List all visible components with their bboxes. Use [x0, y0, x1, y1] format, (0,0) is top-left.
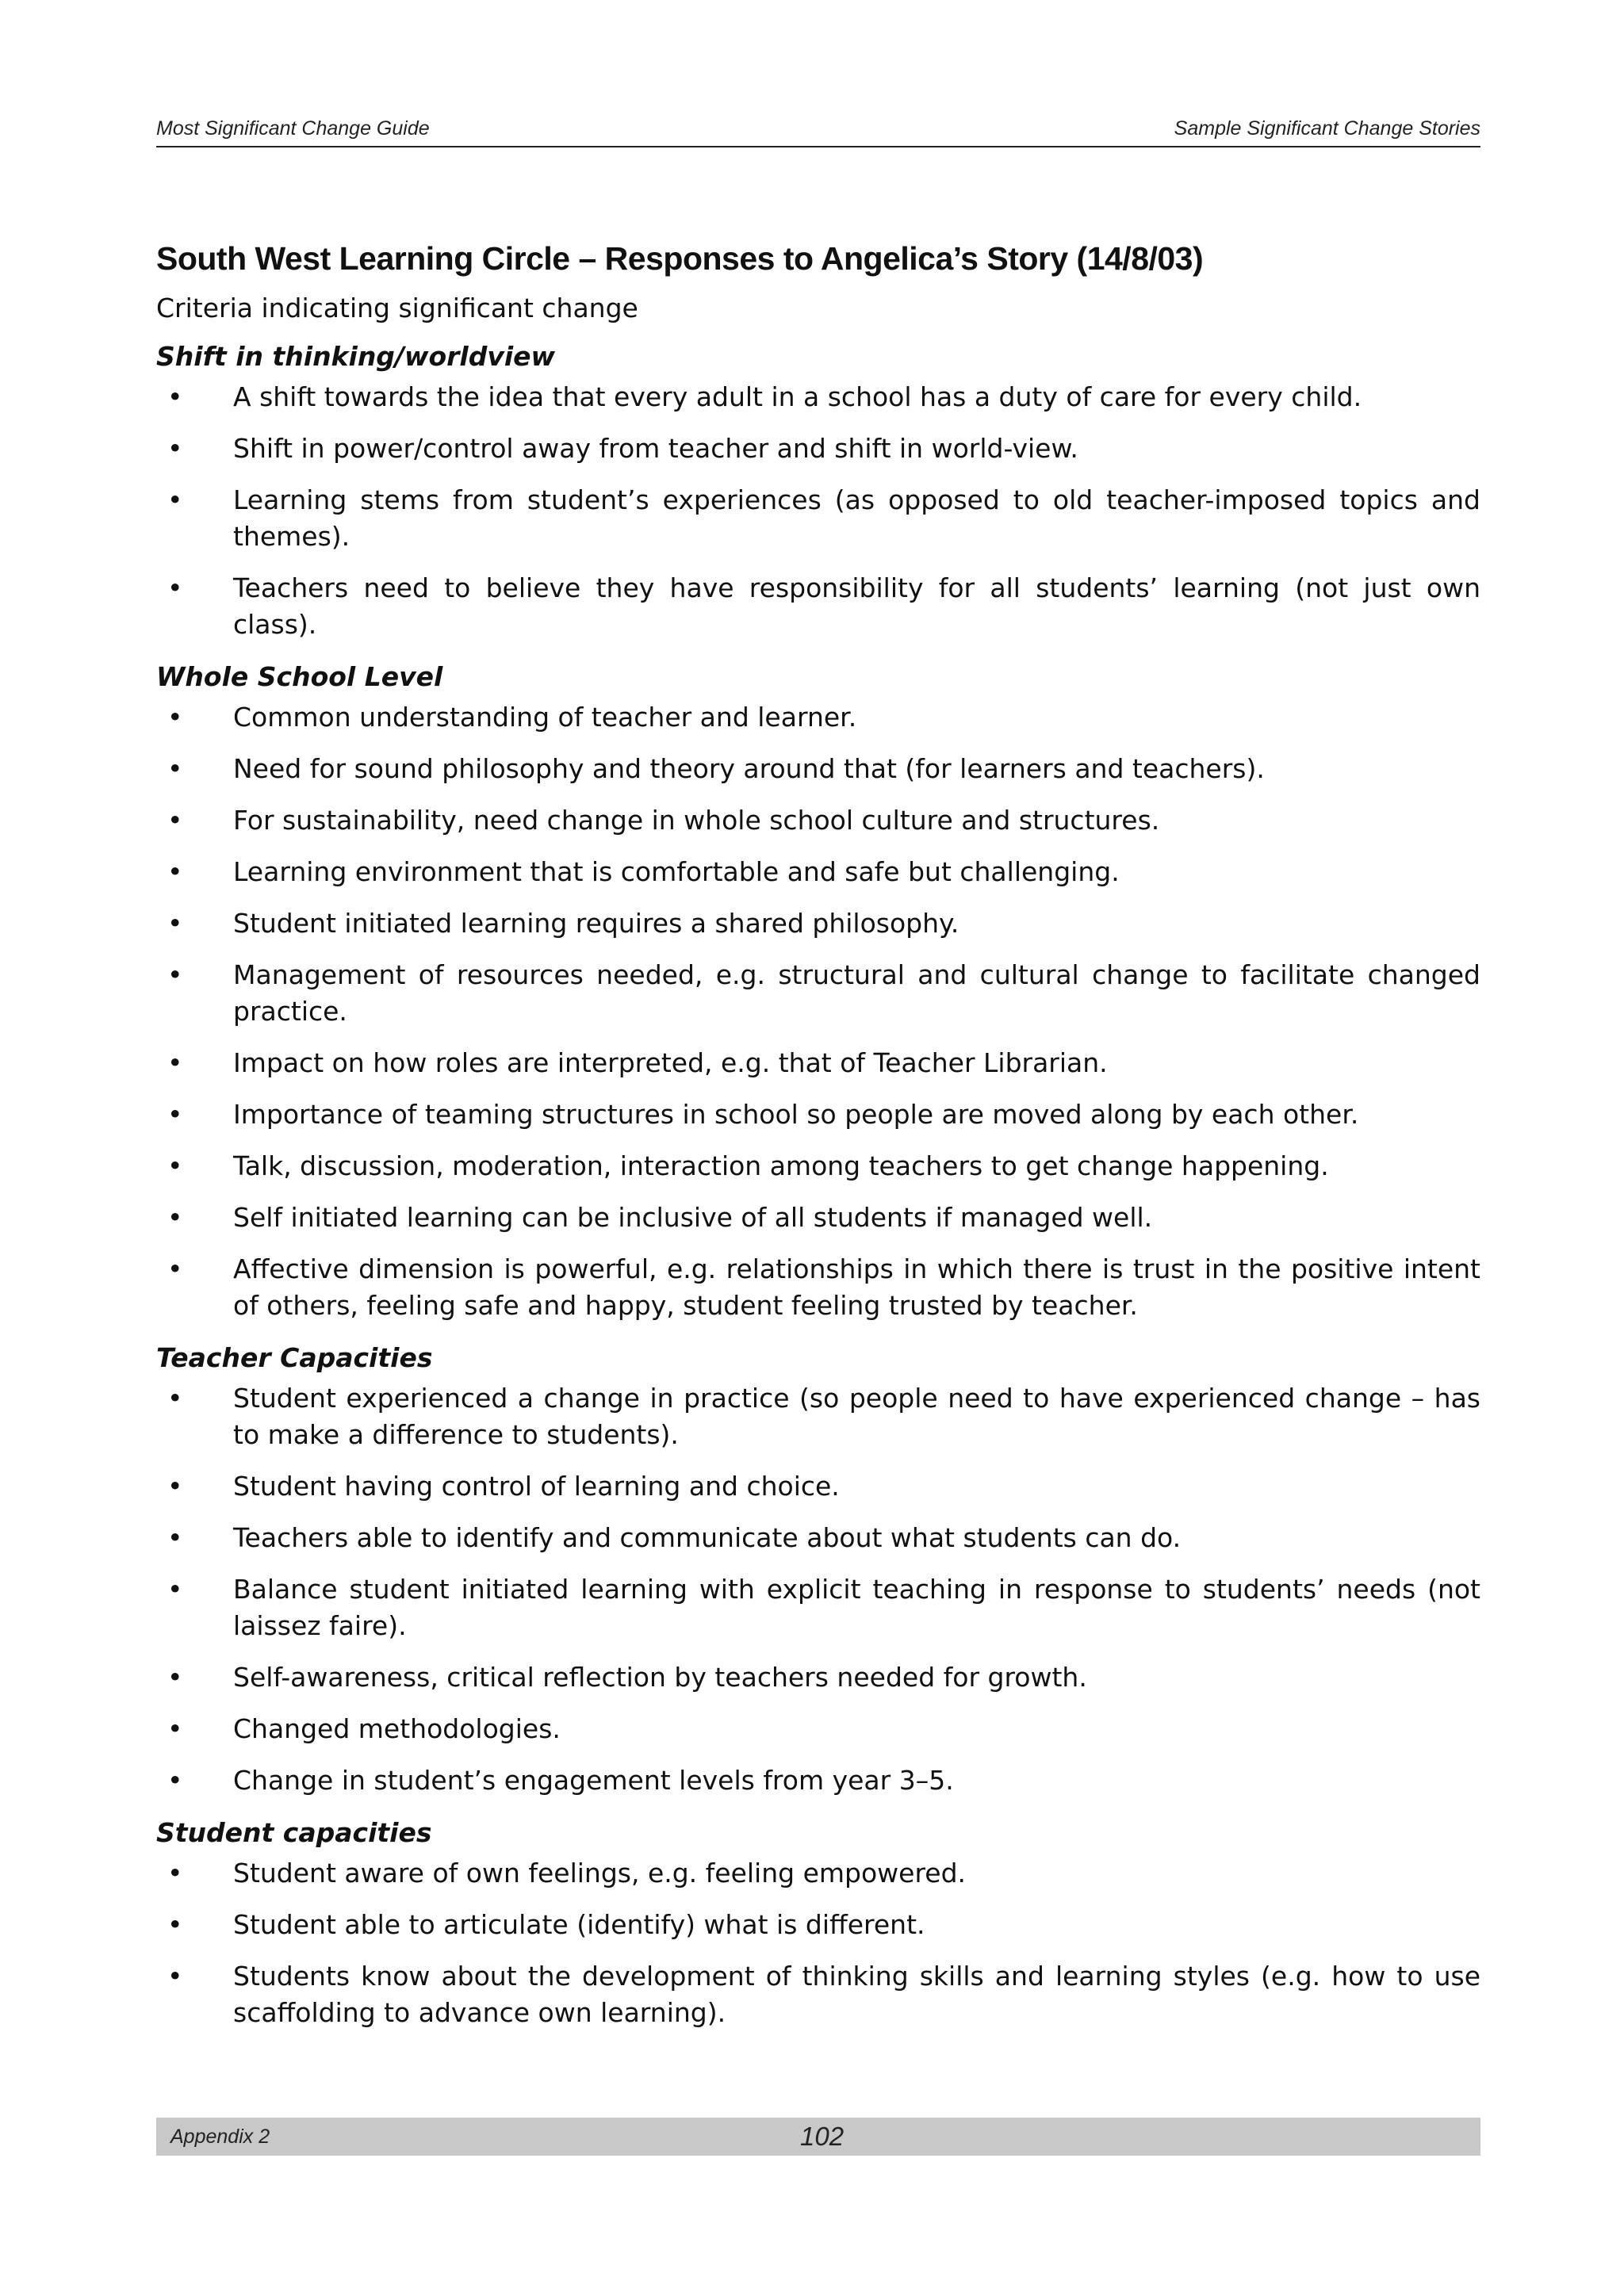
footer-appendix-label: Appendix 2	[170, 2126, 270, 2148]
bullet-icon: •	[167, 1099, 183, 1130]
list-item-text: Talk, discussion, moderation, interaction among teachers to get change happening.	[233, 1150, 1329, 1181]
list-item	[156, 957, 1480, 1030]
section-heading: Shift in thinking/worldview	[156, 341, 556, 372]
list-item-text: Learning environment that is comfortable and safe but challenging.	[233, 856, 1120, 887]
list-item-text: For sustainability, need change in whole school culture and structures.	[233, 805, 1160, 836]
bullet-icon: •	[167, 1383, 183, 1414]
bullet-icon: •	[167, 1047, 183, 1078]
list-item	[156, 751, 1480, 787]
bullet-list	[156, 379, 1480, 643]
list-item-text: Student able to articulate (identify) what is different.	[233, 1909, 925, 1940]
list-item	[156, 699, 1480, 736]
list-item	[156, 854, 1480, 890]
list-item	[156, 1659, 1480, 1696]
bullet-icon: •	[167, 433, 183, 464]
list-item	[156, 1907, 1480, 1943]
list-item	[156, 905, 1480, 942]
section-heading: Whole School Level	[156, 661, 443, 692]
list-item-text: Teachers able to identify and communicate about what students can do.	[233, 1522, 1182, 1553]
section-heading: Teacher Capacities	[156, 1342, 433, 1373]
bullet-list	[156, 1380, 1480, 1799]
running-header	[156, 114, 1480, 147]
page-content	[156, 236, 1480, 2046]
page-number: 102	[800, 2122, 845, 2151]
list-item-text: Self initiated learning can be inclusive of all students if managed well.	[233, 1202, 1153, 1233]
list-item	[156, 1855, 1480, 1892]
bullet-icon: •	[167, 702, 183, 733]
list-item-text: Changed methodologies.	[233, 1713, 561, 1744]
bullet-list	[156, 699, 1480, 1324]
list-item	[156, 1045, 1480, 1081]
bullet-icon: •	[167, 1471, 183, 1502]
list-item-text: Impact on how roles are interpreted, e.g. that of Teacher Librarian.	[233, 1047, 1108, 1078]
bullet-icon: •	[167, 1253, 183, 1284]
bullet-list	[156, 1855, 1480, 2031]
page-footer	[156, 2118, 1480, 2156]
list-item-text: Student experienced a change in practice (so people need to have experienced change – has to make a difference to students).	[233, 1383, 1480, 1450]
section-heading: Student capacities	[156, 1817, 432, 1848]
list-item-text: Student having control of learning and choice.	[233, 1471, 840, 1502]
bullet-icon: •	[167, 908, 183, 939]
list-item-text: Balance student initiated learning with explicit teaching in response to students’ needs (not laissez faire).	[233, 1574, 1480, 1641]
intro-text: Criteria indicating significant change	[156, 293, 638, 323]
list-item	[156, 1520, 1480, 1556]
bullet-icon: •	[167, 484, 183, 515]
bullet-icon: •	[167, 856, 183, 887]
list-item-text: Need for sound philosophy and theory around that (for learners and teachers).	[233, 753, 1265, 784]
list-item-text: A shift towards the idea that every adult in a school has a duty of care for every child.	[233, 381, 1362, 412]
list-item	[156, 1251, 1480, 1324]
list-item	[156, 430, 1480, 467]
list-item-text: Common understanding of teacher and learner.	[233, 702, 857, 733]
list-item-text: Student initiated learning requires a shared philosophy.	[233, 908, 959, 939]
list-item	[156, 570, 1480, 643]
bullet-icon: •	[167, 381, 183, 412]
bullet-icon: •	[167, 1713, 183, 1744]
list-item	[156, 1380, 1480, 1453]
list-item-text: Self-awareness, critical reflection by teachers needed for growth.	[233, 1662, 1087, 1693]
bullet-icon: •	[167, 1150, 183, 1181]
list-item-text: Student aware of own feelings, e.g. feeling empowered.	[233, 1858, 967, 1888]
bullet-icon: •	[167, 959, 183, 990]
header-left: Most Significant Change Guide	[156, 117, 430, 140]
bullet-icon: •	[167, 805, 183, 836]
list-item-text: Management of resources needed, e.g. structural and cultural change to facilitate changed practice.	[233, 959, 1480, 1027]
list-item	[156, 1148, 1480, 1184]
list-item	[156, 482, 1480, 555]
list-item-text: Shift in power/control away from teacher and shift in world-view.	[233, 433, 1078, 464]
page-title: South West Learning Circle – Responses to Angelica’s Story (14/8/03)	[156, 240, 1204, 277]
bullet-icon: •	[167, 1662, 183, 1693]
list-item	[156, 1571, 1480, 1644]
list-item	[156, 1762, 1480, 1799]
list-item	[156, 1711, 1480, 1747]
list-item-text: Affective dimension is powerful, e.g. relationships in which there is trust in the positive intent of others, feeling safe and happy, student feeling trusted by teacher.	[233, 1253, 1480, 1321]
list-item	[156, 1096, 1480, 1133]
bullet-icon: •	[167, 1909, 183, 1940]
header-right: Sample Significant Change Stories	[1174, 117, 1480, 140]
bullet-icon: •	[167, 1961, 183, 1992]
bullet-icon: •	[167, 572, 183, 603]
list-item	[156, 1468, 1480, 1505]
list-item	[156, 1200, 1480, 1236]
list-item	[156, 802, 1480, 839]
list-item-text: Importance of teaming structures in school so people are moved along by each other.	[233, 1099, 1359, 1130]
bullet-icon: •	[167, 1574, 183, 1605]
bullet-icon: •	[167, 1858, 183, 1888]
bullet-icon: •	[167, 1202, 183, 1233]
list-item-text: Students know about the development of thinking skills and learning styles (e.g. how to use scaffolding to advance own learning).	[233, 1961, 1480, 2028]
list-item-text: Learning stems from student’s experiences (as opposed to old teacher-imposed topics and themes).	[233, 484, 1480, 552]
bullet-icon: •	[167, 1765, 183, 1796]
list-item-text: Change in student’s engagement levels from year 3–5.	[233, 1765, 954, 1796]
list-item	[156, 1958, 1480, 2031]
list-item-text: Teachers need to believe they have responsibility for all students’ learning (not just own class).	[233, 572, 1480, 640]
bullet-icon: •	[167, 1522, 183, 1553]
bullet-icon: •	[167, 753, 183, 784]
list-item	[156, 379, 1480, 415]
